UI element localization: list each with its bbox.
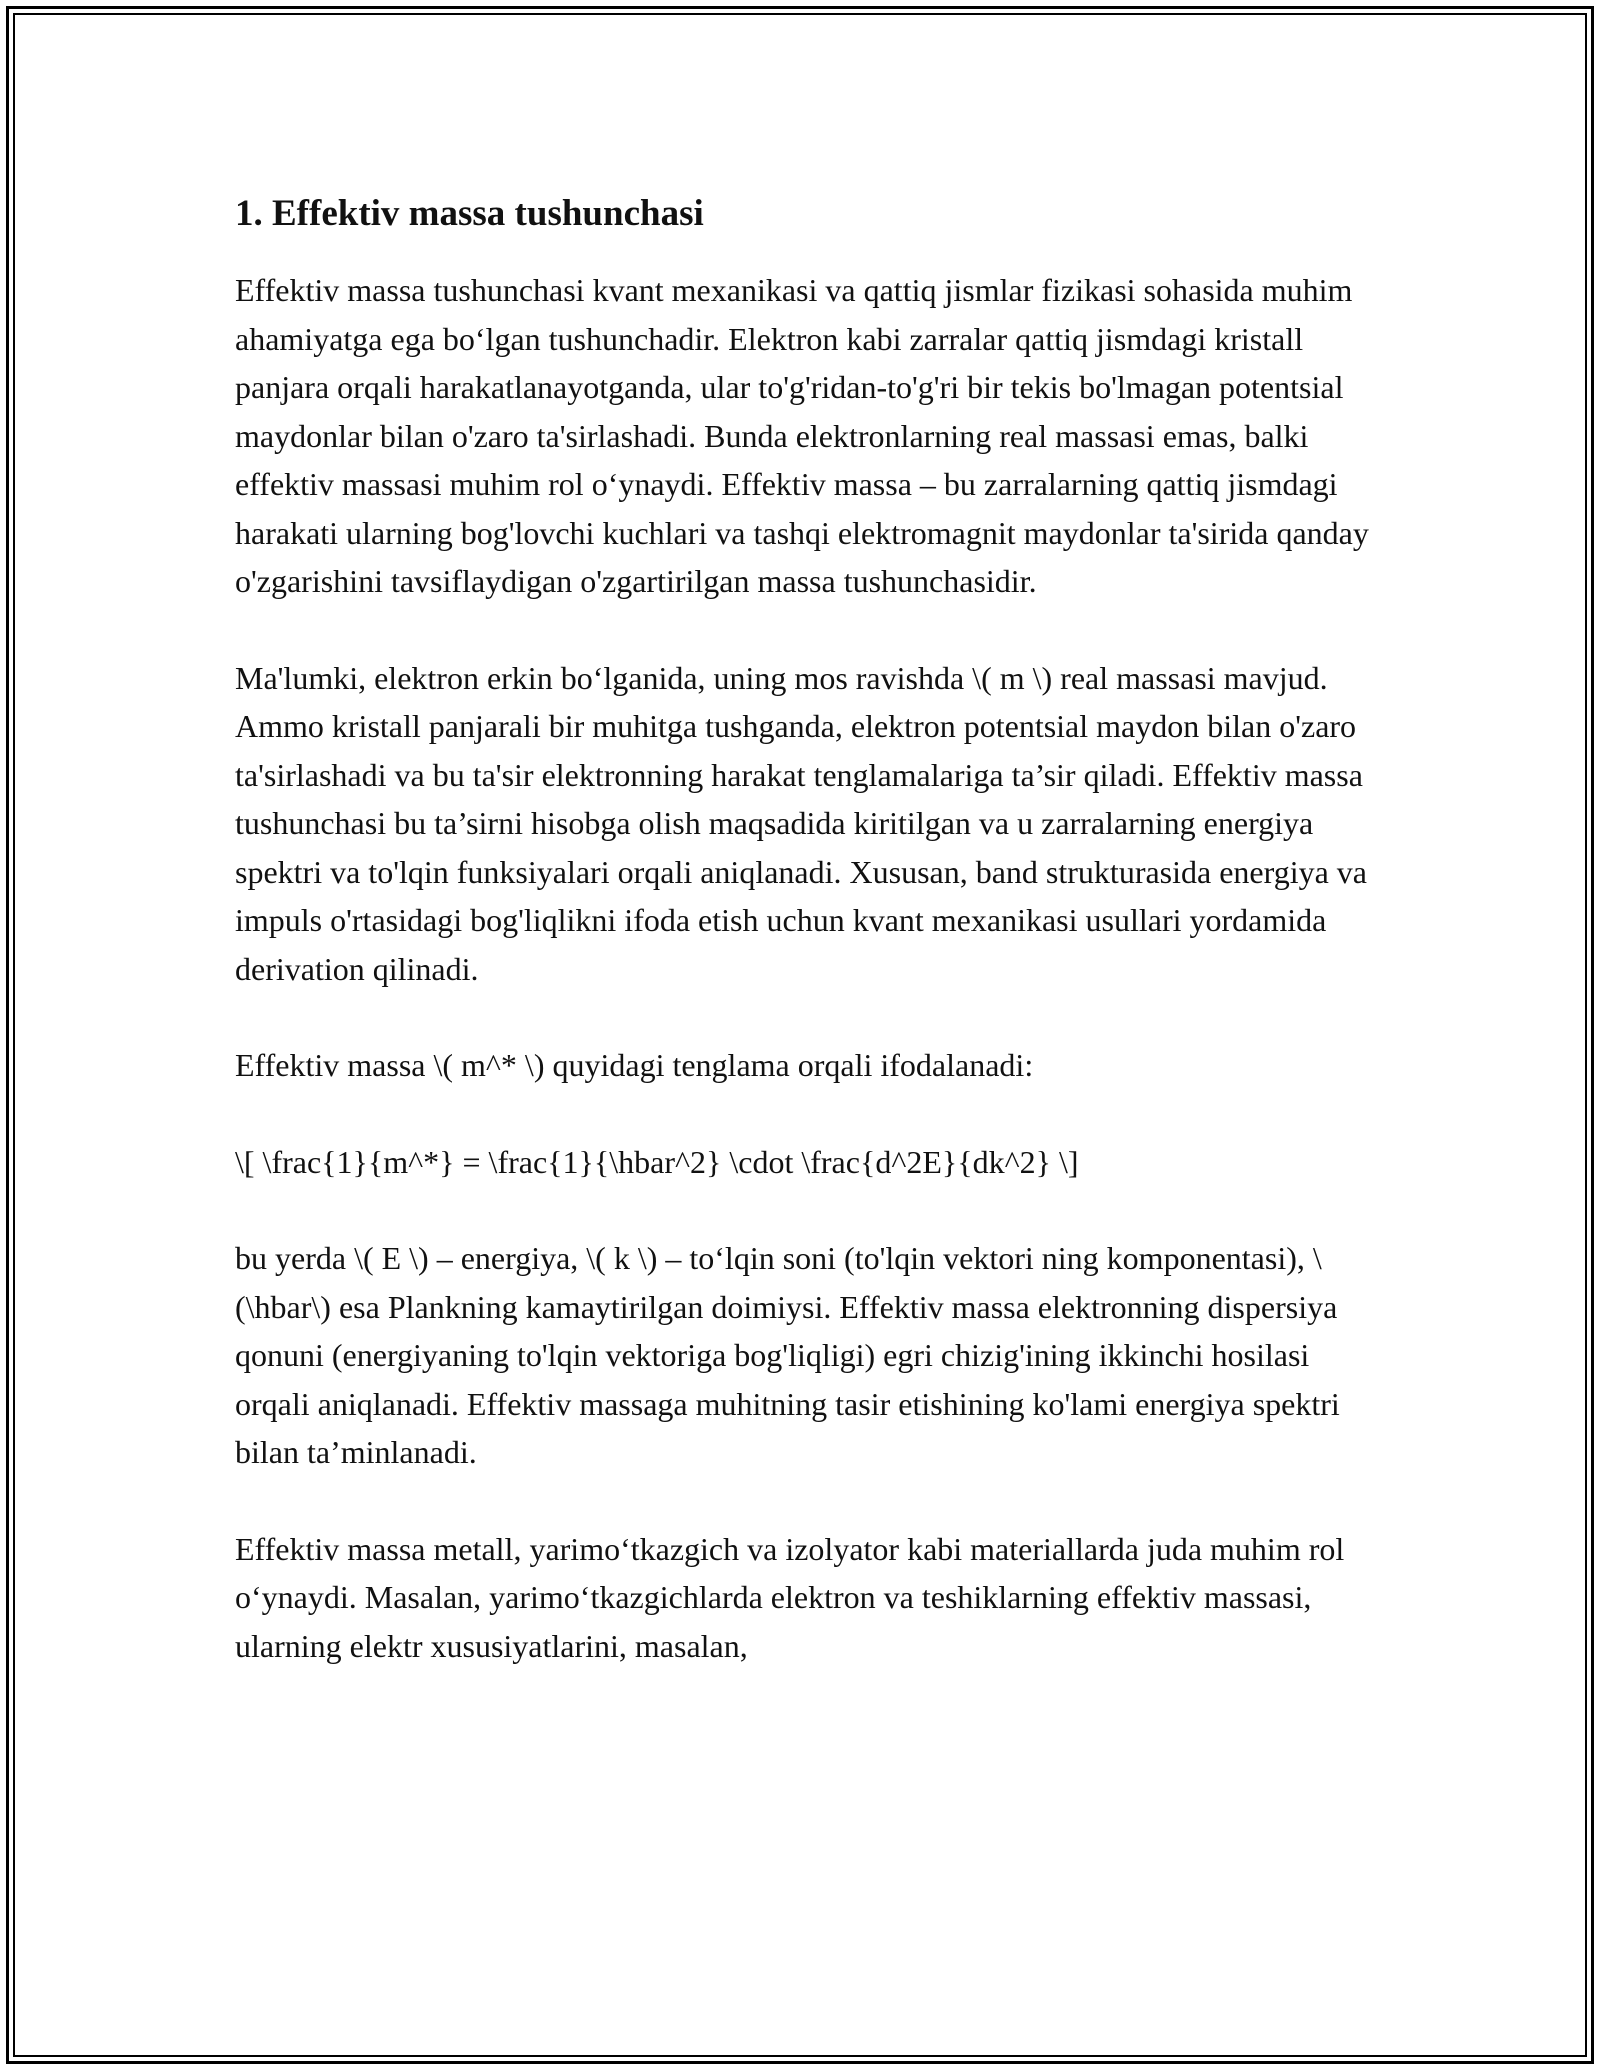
section-heading: 1. Effektiv massa tushunchasi	[235, 193, 704, 234]
document-content	[235, 188, 1375, 1718]
paragraph-materials: Effektiv massa metall, yarimo‘tkazgich va izolyator kabi materiallarda juda muhim rol o‘ynaydi. Masalan, yarimo‘tkazgichlarda elektron va teshiklarning effektiv massasi, ularning elektr xususiyatlarini, masalan,	[235, 1530, 1345, 1664]
paragraph-intro: Effektiv massa tushunchasi kvant mexanikasi va qattiq jismlar fizikasi sohasida muhim ahamiyatga ega bo‘lgan tushunchadir. Elektron kabi zarralar qattiq jismdagi kristall panjara orqali harakatlanayotganda, ular to'g'ridan-to'g'ri bir tekis bo'lmagan potentsial maydonlar bilan o'zaro ta'sirlashadi. Bunda elektronlarning real massasi emas, balki effektiv massasi muhim rol o‘ynaydi. Effektiv massa – bu zarralarning qattiq jismdagi harakati ularning bog'lovchi kuchlari va tashqi elektromagnit maydonlar ta'sirida qanday o'zgarishini tavsiflaydigan o'zgartirilgan massa tushunchasidir.	[235, 272, 1369, 599]
paragraph-formula-intro: Effektiv massa \( m^* \) quyidagi tenglama orqali ifodalanadi:	[235, 1047, 1034, 1083]
paragraph-real-mass: Ma'lumki, elektron erkin bo‘lganida, uning mos ravishda \( m \) real massasi mavjud. Ammo kristall panjarali bir muhitga tushganda, elektron potentsial maydon bilan o'zaro ta'sirlashadi va bu ta'sir elektronning harakat tenglamalariga ta’sir qiladi. Effektiv massa tushunchasi bu ta’sirni hisobga olish maqsadida kiritilgan va u zarralarning energiya spektri va to'lqin funksiyalari orqali aniqlanadi. Xususan, band strukturasida energiya va impuls o'rtasidagi bog'liqlikni ifoda etish uchun kvant mexanikasi usullari yordamida derivation qilinadi.	[235, 659, 1367, 987]
paragraph-formula-explanation: bu yerda \( E \) – energiya, \( k \) – to‘lqin soni (to'lqin vektori ning komponentasi), \(\hbar\) esa Plankning kamaytirilgan doimiysi. Effektiv massa elektronning dispersiya qonuni (energiyaning to'lqin vektoriga bog'liqligi) egri chizig'ining ikkinchi hosilasi orqali aniqlanadi. Effektiv massaga muhitning tasir etishining ko'lami energiya spektri bilan ta’minlanadi.	[235, 1240, 1340, 1470]
formula-line: \[ \frac{1}{m^*} = \frac{1}{\hbar^2} \cdot \frac{d^2E}{dk^2} \]	[235, 1143, 1079, 1180]
